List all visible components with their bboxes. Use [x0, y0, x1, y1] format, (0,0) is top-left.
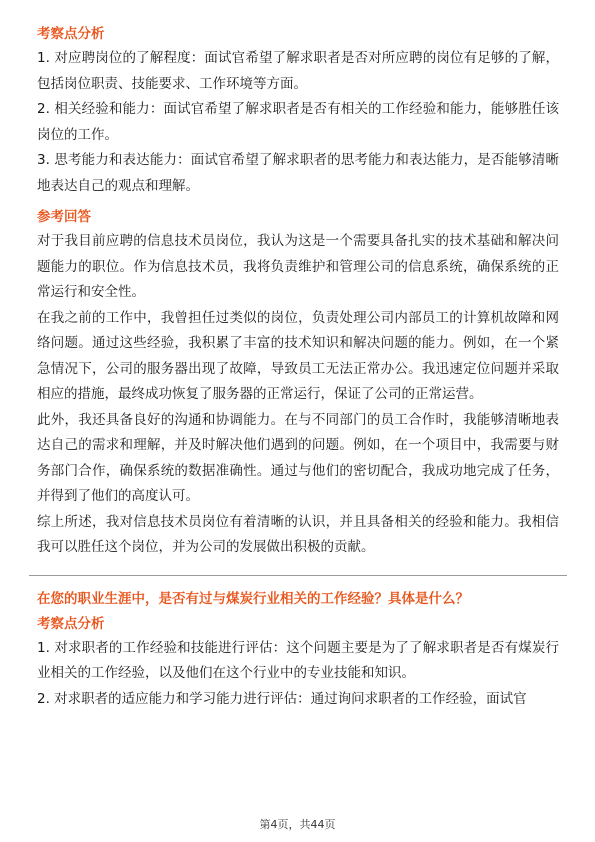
section-divider: [29, 575, 567, 576]
analysis-heading: 考察点分析: [37, 26, 105, 42]
page-number: 第4页，共44页: [259, 818, 336, 831]
interview-question: 在您的职业生涯中，是否有过与煤炭行业相关的工作经验？具体是什么？: [37, 590, 469, 607]
analysis-item: 1. 对求职者的工作经验和技能进行评估：这个问题主要是为了了解求职者是否有煤炭行业相关的工作经验，以及他们在这个行业中的专业技能和知识。: [37, 639, 559, 681]
answer-heading: 参考回答: [37, 209, 91, 225]
analysis-item: 3. 思考能力和表达能力：面试官希望了解求职者的思考能力和表达能力，是否能够清晰地表达自己的观点和理解。: [37, 152, 559, 194]
page-content: [37, 22, 559, 712]
analysis-item: 1. 对应聘岗位的了解程度：面试官希望了解求职者是否对所应聘的岗位有足够的了解，包括岗位职责、技能要求、工作环境等方面。: [37, 50, 559, 92]
answer-paragraph: 在我之前的工作中，我曾担任过类似的岗位，负责处理公司内部员工的计算机故障和网络问题。通过这些经验，我积累了丰富的技术知识和解决问题的能力。例如，在一个紧急情况下，公司的服务器出现了故障，导致员工无法正常办公。我迅速定位问题并采取相应的措施，最终成功恢复了服务器的正常运行，保证了公司的正常运营。: [37, 309, 559, 402]
analysis-item: 2. 相关经验和能力：面试官希望了解求职者是否有相关的工作经验和能力，能够胜任该岗位的工作。: [37, 101, 559, 143]
answer-paragraph: 对于我目前应聘的信息技术员岗位，我认为这是一个需要具备扎实的技术基础和解决问题能力的职位。作为信息技术员，我将负责维护和管理公司的信息系统，确保系统的正常运行和安全性。: [37, 233, 559, 300]
analysis-heading: 考察点分析: [37, 615, 105, 632]
answer-paragraph: 综上所述，我对信息技术员岗位有着清晰的认识，并且具备相关的经验和能力。我相信我可以胜任这个岗位，并为公司的发展做出积极的贡献。: [37, 513, 559, 555]
analysis-item: 2. 对求职者的适应能力和学习能力进行评估：通过询问求职者的工作经验，面试官: [37, 690, 527, 707]
answer-paragraph: 此外，我还具备良好的沟通和协调能力。在与不同部门的员工合作时，我能够清晰地表达自己的需求和理解，并及时解决他们遇到的问题。例如，在一个项目中，我需要与财务部门合作，确保系统的数据准确性。通过与他们的密切配合，我成功地完成了任务，并得到了他们的高度认可。: [37, 411, 559, 504]
